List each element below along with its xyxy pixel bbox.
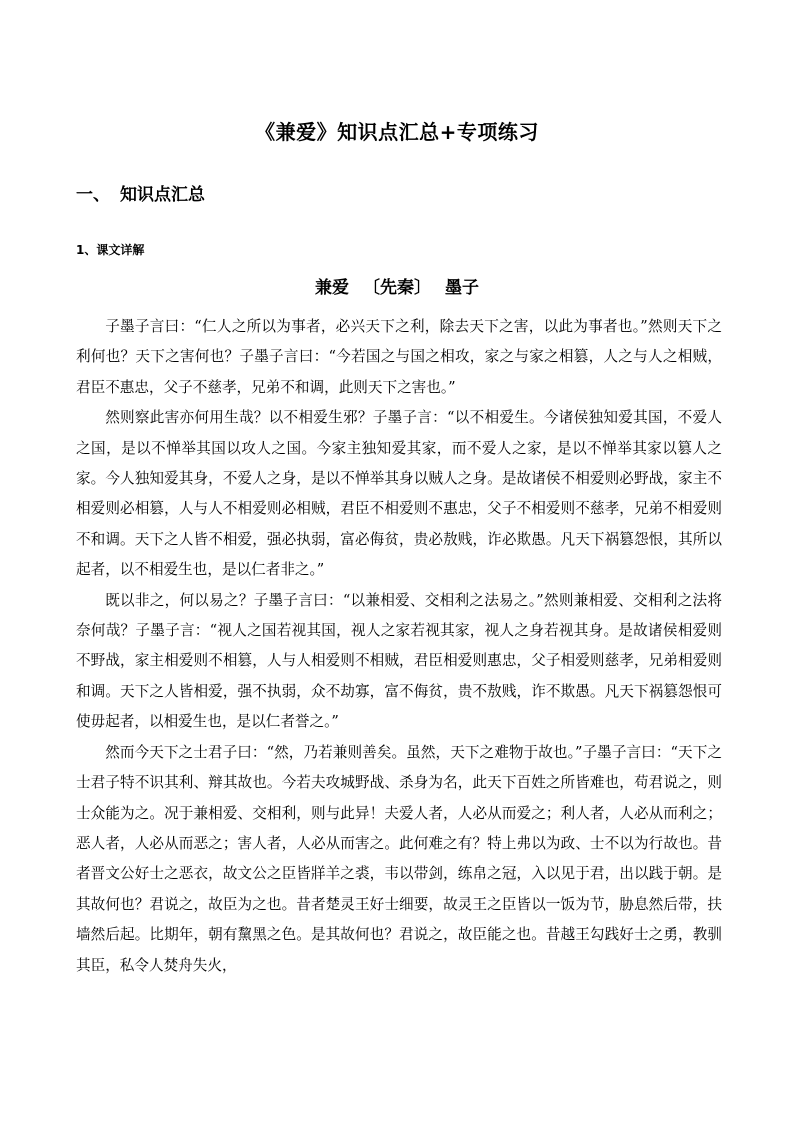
text-title-name: 兼爱 xyxy=(315,278,349,298)
paragraph: 然而今天下之士君子曰：“然，乃若兼则善矣。虽然，天下之难物于故也。”子墨子言曰：“天下之士君子特不识其利、辩其故也。今若夫攻城野战、杀身为名，此天下百姓之所皆难也，苟君说之，则士众能为之。况于兼相爱、交相利，则与此异！夫爱人者，人必从而爱之；利人者，人必从而利之；恶人者，人必从而恶之；害人者，人必从而害之。此何难之有？特上弗以为政、士不以为行故也。昔者晋文公好士之恶衣，故文公之臣皆牂羊之裘，韦以带剑，练帛之冠，入以见于君，出以践于朝。是其故何也？君说之，故臣为之也。昔者楚灵王好士细要，故灵王之臣皆以一饭为节，胁息然后带，扶墙然后起。比期年，朝有黧黑之色。是其故何也？君说之，故臣能之也。昔越王勾践好士之勇，教驯其臣，私令人焚舟失火， xyxy=(76,743,722,974)
text-body xyxy=(76,312,722,981)
paragraph: 然则察此害亦何用生哉？以不相爱生邪？子墨子言：“以不相爱生。今诸侯独知爱其国，不爱人之国，是以不惮举其国以攻人之国。今家主独知爱其家，而不爱人之家，是以不惮举其家以篡人之家。今人独知爱其身，不爱人之身，是以不惮举其身以贼人之身。是故诸侯不相爱则必野战，家主不相爱则必相篡，人与人不相爱则必相贼，君臣不相爱则不惠忠，父子不相爱则不慈孝，兄弟不相爱则不和调。天下之人皆不相爱，强必执弱，富必侮贫，贵必敖贱，诈必欺愚。凡天下祸篡怨恨，其所以起者，以不相爱生也，是以仁者非之。” xyxy=(76,409,722,579)
section-heading-text: 知识点汇总 xyxy=(120,185,205,205)
section-heading xyxy=(76,181,205,209)
document-title: 《兼爱》知识点汇总+专项练习 xyxy=(255,120,539,144)
section-number: 一、 xyxy=(76,185,110,205)
text-title-author: 墨子 xyxy=(445,278,479,298)
paragraph: 既以非之，何以易之？子墨子言曰：“以兼相爱、交相利之法易之。”然则兼相爱、交相利之法将奈何哉？子墨子言：“视人之国若视其国，视人之家若视其家，视人之身若视其身。是故诸侯相爱则不野战，家主相爱则不相篡，人与人相爱则不相贼，君臣相爱则惠忠，父子相爱则慈孝，兄弟相爱则和调。天下之人皆相爱，强不执弱，众不劫寡，富不侮贫，贵不敖贱，诈不欺愚。凡天下祸篡怨恨可使毋起者，以相爱生也，是以仁者誉之。” xyxy=(76,591,722,731)
subsection-heading: 1、课文详解 xyxy=(76,243,145,257)
text-title xyxy=(0,274,794,302)
paragraph: 子墨子言曰：“仁人之所以为事者，必兴天下之利，除去天下之害，以此为事者也。”然则天下之利何也？天下之害何也？子墨子言曰：“今若国之与国之相攻，家之与家之相篡，人之与人之相贼，君臣不惠忠，父子不慈孝，兄弟不和调，此则天下之害也。” xyxy=(76,318,722,396)
text-title-era: 〔先秦〕 xyxy=(363,278,431,298)
